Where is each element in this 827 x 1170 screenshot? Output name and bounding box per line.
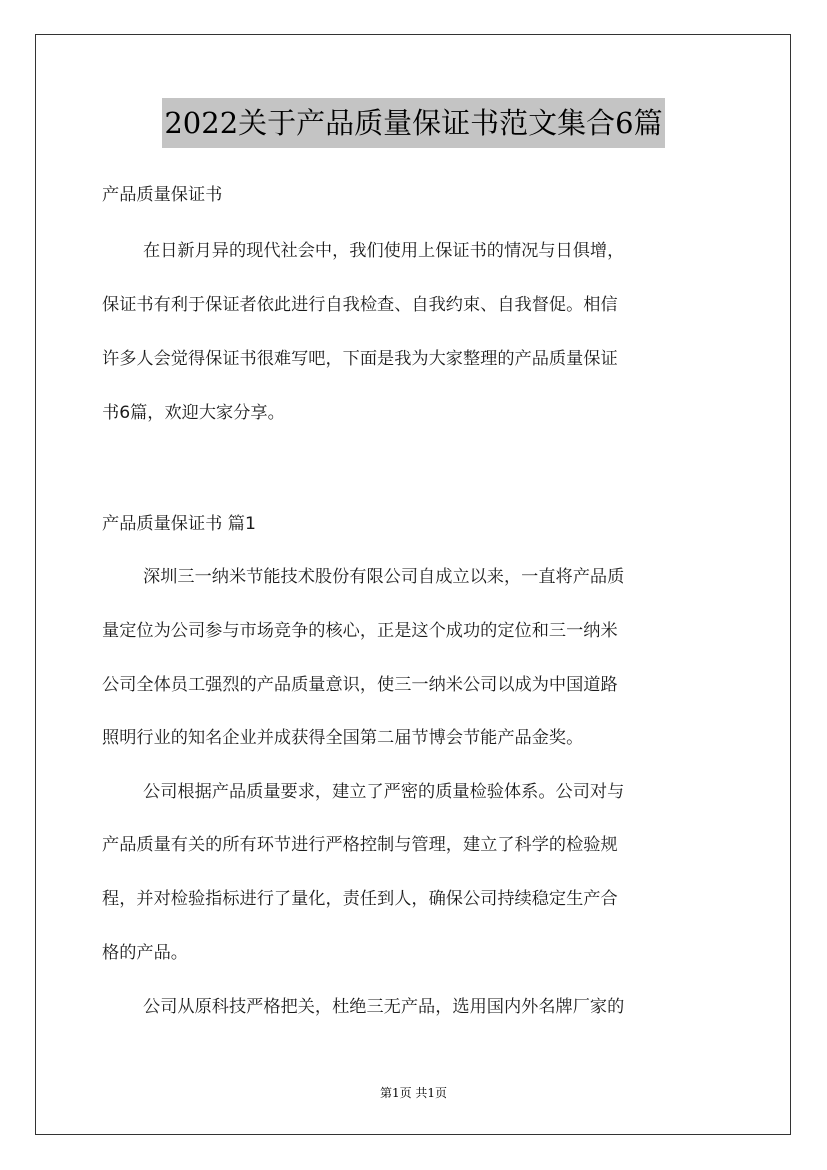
para3-line-1: 公司从原科技严格把关，杜绝三无产品，选用国内外名牌厂家的: [143, 997, 625, 1017]
para1-line-4: 照明行业的知名企业并成获得全国第二届节博会节能产品金奖。: [102, 728, 584, 748]
intro-line-3: 许多人会觉得保证书很难写吧，下面是我为大家整理的产品质量保证: [102, 349, 618, 369]
intro-line-2: 保证书有利于保证者依此进行自我检查、自我约束、自我督促。相信: [102, 295, 618, 315]
para2-line-3: 程，并对检验指标进行了量化，责任到人，确保公司持续稳定生产合: [102, 889, 618, 909]
chapter-heading: 产品质量保证书 篇1: [102, 514, 256, 534]
intro-line-4: 书6篇，欢迎大家分享。: [102, 403, 285, 423]
para2-line-1: 公司根据产品质量要求，建立了严密的质量检验体系。公司对与: [143, 782, 625, 802]
para1-line-1: 深圳三一纳米节能技术股份有限公司自成立以来，一直将产品质: [143, 567, 625, 587]
para2-line-2: 产品质量有关的所有环节进行严格控制与管理，建立了科学的检验规: [102, 835, 618, 855]
para2-line-4: 格的产品。: [102, 943, 188, 963]
para1-line-2: 量定位为公司参与市场竞争的核心，正是这个成功的定位和三一纳米: [102, 621, 618, 641]
page-footer: 第1页 共1页: [379, 1086, 448, 1100]
section-heading: 产品质量保证书: [102, 185, 223, 205]
intro-line-1: 在日新月异的现代社会中，我们使用上保证书的情况与日俱增，: [143, 241, 625, 261]
para1-line-3: 公司全体员工强烈的产品质量意识，使三一纳米公司以成为中国道路: [102, 675, 618, 695]
document-title: 2022关于产品质量保证书范文集合6篇: [162, 98, 664, 148]
